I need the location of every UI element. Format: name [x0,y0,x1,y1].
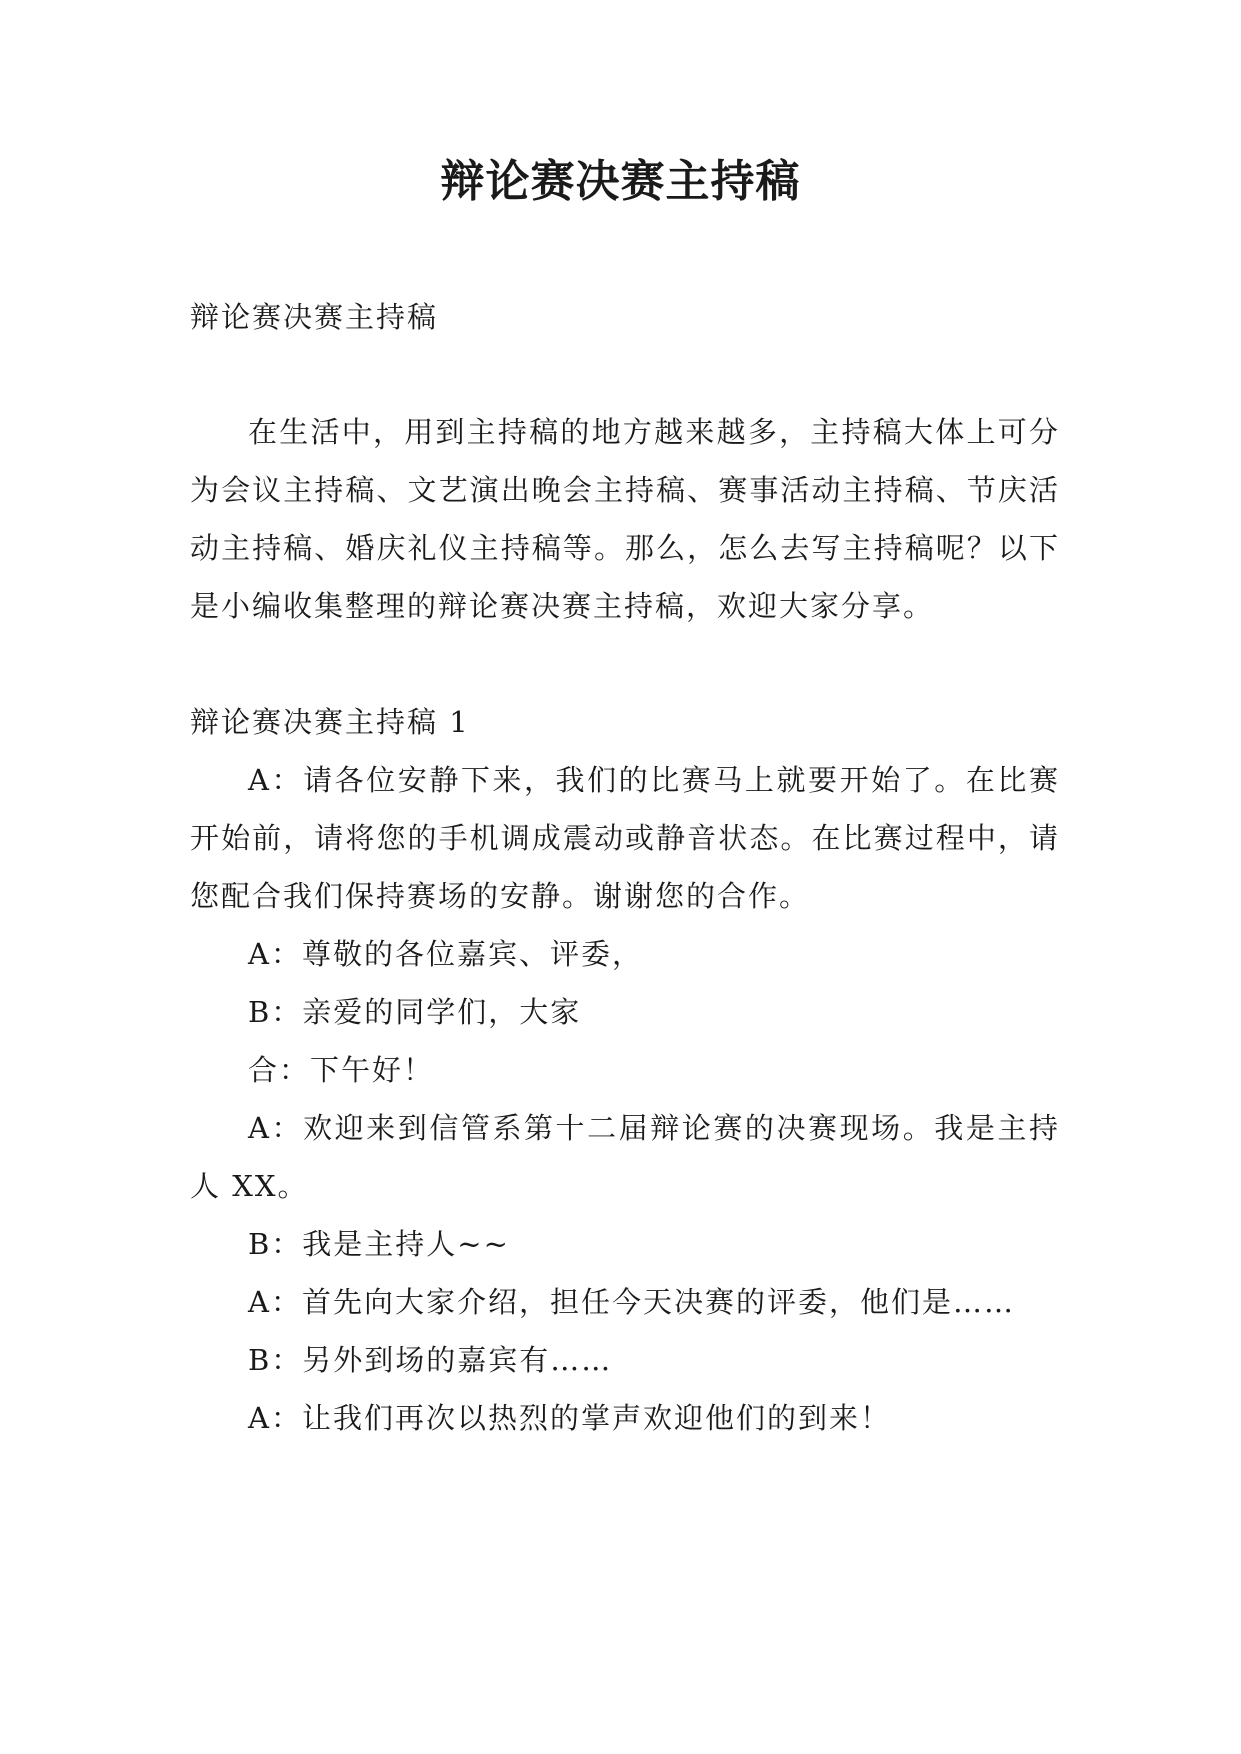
dialogue-line: A：让我们再次以热烈的掌声欢迎他们的到来！ [248,1401,891,1435]
dialogue-line: B：另外到场的嘉宾有…… [248,1343,613,1377]
dialogue-line: A：请各位安静下来，我们的比赛马上就要开始了。在比赛开始前，请将您的手机调成震动或静音状态。在比赛过程中，请您配合我们保持赛场的安静。谢谢您的合作。 [190,763,1060,913]
section-heading: 辩论赛决赛主持稿 1 [190,705,470,739]
document-body [190,288,1060,1447]
dialogue-line: A：首先向大家介绍，担任今天决赛的评委，他们是…… [248,1285,1015,1319]
dialogue-line: B：我是主持人~~ [248,1227,510,1261]
dialogue-line: A：欢迎来到信管系第十二届辩论赛的决赛现场。我是主持人 XX。 [190,1111,1060,1203]
dialogue-line: A：尊敬的各位嘉宾、评委， [248,937,643,971]
document-title: 辩论赛决赛主持稿 [440,156,801,207]
document-subtitle: 辩论赛决赛主持稿 [190,300,439,334]
intro-paragraph: 在生活中，用到主持稿的地方越来越多，主持稿大体上可分为会议主持稿、文艺演出晚会主持稿、赛事活动主持稿、节庆活动主持稿、婚庆礼仪主持稿等。那么，怎么去写主持稿呢？以下是小编收集整理的辩论赛决赛主持稿，欢迎大家分享。 [190,415,1060,623]
dialogue-line: 合：下午好！ [248,1053,435,1087]
dialogue-line: B：亲爱的同学们，大家 [248,995,582,1029]
